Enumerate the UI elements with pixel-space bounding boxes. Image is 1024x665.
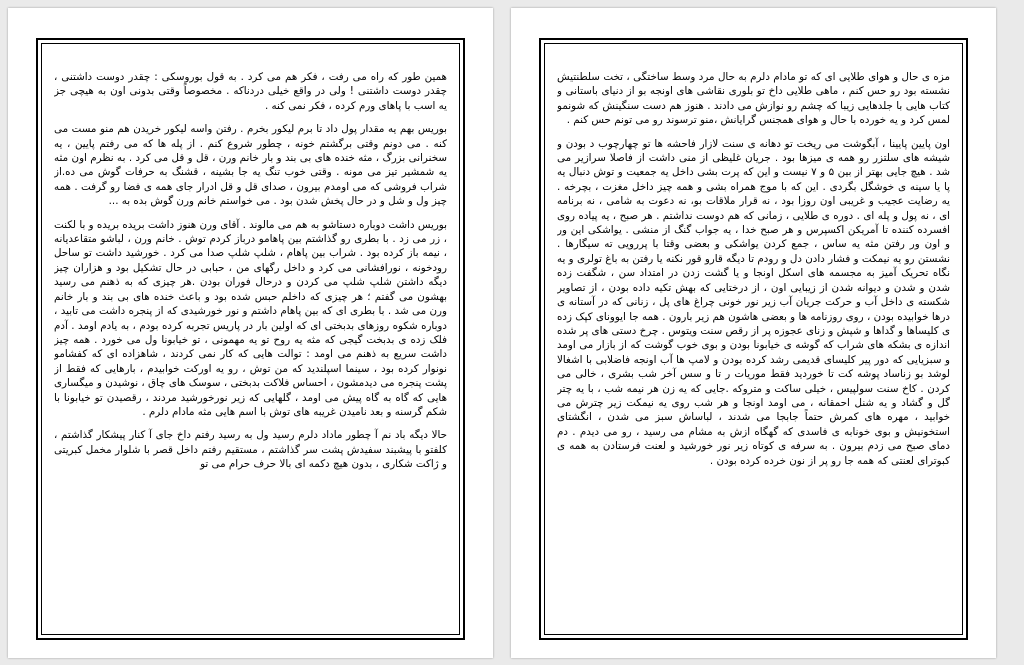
page-text [54, 70, 447, 624]
left-page [8, 8, 493, 658]
paragraph: همین طور که راه می رفت ، فکر هم می کرد . به قول بوروسکی : چقدر دوست داشتنی ، چقدر دوست داشتنی ! ولی در واقع خیلی دردناکه . مخصوصاً وقتی بدونی اون به هیچی جز یه اسب با پاهای ورم کرده ، فکر نمی کنه . [54, 71, 447, 112]
right-page [511, 8, 996, 658]
page-border-outer [36, 38, 465, 640]
paragraph: اون پایین پایینا ، آبگوشت می ریخت تو دهانه ی سنت لازار فاحشه ها تو چهارچوب د بودن و شیشه های سلتزر رو همه ی میزها بود . جریان غلیظی از منی داشت از فاصلا سرازیر می شد . هیچ جایی بهتر از بین ۵ و ۷ نیست و این که پرت بشی داخل یه جمعیت و توش دنبال یه پا یا سینه ی خوشگل بگردی . این که با موج همراه بشی و همه چیز داخل مغزت ، بچرخه . یه رضایت عجیب و غریبی اون روزا بود ، نه قرار ملاقات بو، نه دعوت به شامی ، نه برنامه ای ، نه پول و پله ای . دوره ی طلایی ، زمانی که هم دوست نداشتم . هر صبح ، یه پیاده روی افسرده کننده تا آمریکن اکسپرس و هر صبح خدا ، یه جواب گنگ از منشی . یواشکی این ور و اون ور رفتن مثه یه ساس ، جمع کردن یواشکی و بعضی وقتا با پررویی ته سیگارها . نشستن رو یه نیمکت و فشار دادن دل و رودم تا دیگه قارو قور نکنه یا رفتن به باغ تولری و یه نگاه تحریک آمیز به مجسمه های اسکل اونجا و یا گشت زدن در امتداد سن ، شگفت زده شدن و شدن و دیوانه شدن از زیبایی اون ، از درختایی که بهش تکیه داده بودن ، از تصاویر شکسته ی داخل آب و حرکت جریان آب زیر نور خونی چراغ های پل ، زنانی که در آستانه ی درها خوابیده بودن ، روی روزنامه ها و بعضی هاشون هم زیر بارون . همه جا ایوونای کپک زده ی کلیساها و گداها و شپش و زنای عجوزه پر از رقص سنت ویتوس . چرخ دستی های پر شده اندازه ی بشکه های شراب که گوشه ی خیابونا بودن و بوی خوب گوشت که از بازار می اومد و سبزیایی که دور پیر کلیسای قدیمی رشد کرده بودن و لامپ ها آب اونجه فاضلابی با اشغالا لوشد بو زناساد پوشه کت تا خوردید فقط موریات ر تا و سس آخر شب بشری ، خالی می کردن . کاخ سنت سولپیس ، خیلی ساکت و متروکه .جایی که یه زن هر نیمه شب ، با یه چتر گل و گشاد و یه شنل احمقانه ، می اومد اونجا و هر شب روی یه نیمکت زیر چترش می خوابید ، مهره های کمرش حتماً جابجا می شدند ، لباساش سبز می شدن ، انگشتای استخونیش و بوی خونابه ی فاسدی که گهگاه ازش به مشام می رسید ، رو می دیدم . دم دمای صبح می زدم بیرون . به سرفه ی کوتاه زیر نور خورشید و لعنت فرستادن به همه ی کبوترای لعنتی که همه جا رو پر از نون خرده کرده بودن . [557, 137, 950, 467]
paragraph: حالا دیگه باد نم آ چطور ماداد دلرم رسید ول به رسید رفتم داخ جای آ کنار پیشکار گذاشتم ، کلفتو با پیشبند سفیدش پشت سر گذاشتم ، مستقیم رفتم داخل قصر با شلوار مخمل کبریتی و ژاکت شکاری ، بدون هیچ دکمه ای بالا حرف حرام می تو [54, 429, 447, 471]
page-border-outer [539, 38, 968, 640]
paragraph: مزه ی حال و هوای طلایی ای که تو مادام دلرم به حال مرد وسط ساختگی ، تخت سلطنتیش نشسته بود رو حس کنم ، ماهی طلایی داخ تو بلوری نقاشی های اونجه بو از دنیای باستانی و کتاب هایی با جلدهایی زیبا که چشم رو نوازش می دادند . هنوز هم دست سنگینش که شونمو لمس کرد و یه خورده با حال و هوای همجنس گرایانش ،منو ترسوند رو می تونم حس کنم . [557, 71, 950, 127]
paragraph: بوریس بهم یه مقدار پول داد تا برم لیکور بخرم . رفتن واسه لیکور خریدن هم منو مست می کنه . می دونم وقتی برگشتم خونه ، چطور شروع کنم . از پله ها که می رفتم پایین ، یه سخنرانی بزرگ ، مثه خنده های بی بند و بار خانم ورن ، قل و قل می کرد . به نظرم اون مثه یه شمشیر تیز می مونه . وقتی خوب تنگ یه جا بشینه ، قشنگ به حرفات گوش می ده.از شراب فروشی که می اومدم بیرون ، صدای قل و قل ادرار جای همه ی فضا رو گرفت . همه چیز ول و شل و در حال پخش شدن بود . می خواستم خانم ورن گوش بده به ... [54, 123, 447, 208]
page-text [557, 70, 950, 624]
paragraph: بوریس داشت دوباره دستاشو به هم می مالوند . آقای ورن هنوز داشت بریده بریده و با لکنت ، زر می زد . با بطری رو گذاشتم بین پاهامو درباز کردم توش . خانم ورن ، لباشو متقاعدیانه ، نیمه باز کرده بود . شراب بین پاهام ، شلپ شلپ صدا می کرد . خورشید داشت تو ساحل رودخونه ، نورافشانی می کرد و داخل رگهای من ، حبابی در حال تشکیل بود و هزاران چیز دیگه داشتن شلپ شلپ می کردن و درحال فوران بودن .هر چیزی که به ذهنم می رسید بهشون می گفتم ؛ هر چیزی که داخلم حبس شده بود و باعث خنده های بی بند و بار خانم ورن می شد . با بطری ای که بین پاهام داشتم و نور خورشیدی که از پنجره داشت می تابید ، دوباره شکوه روزهای بدبختی ای که اولین بار در پاریس تجربه کرده بودم ، به یادم اومد . آدم فلک زده ی بدبخت گیجی که مثه یه روح تو یه مهمونی ، تو خیابونا ول می خورد . همه چیز داشت سریع به ذهنم می اومد : توالت هایی که کار نمی کردند ، شاهزاده ای که کفشامو نونوار کرده بود ، سینما اسپلندید که من توش ، رو یه اورکت خوابیدم ، بارهایی که فقط از پشت پنجره می دیدمشون ، احساس فلاکت بدبختی ، سوسک های چاق ، نوشیدن و میگساری هایی که گاه به گاه پیش می اومد ، گلهایی که زیر نورخورشید مردند ، رقصیدن تو خیابونا با شکم گرسنه و بعد نامیدن غریبه های توش با اسم هایی مثه مادام دلرم . [54, 218, 447, 418]
